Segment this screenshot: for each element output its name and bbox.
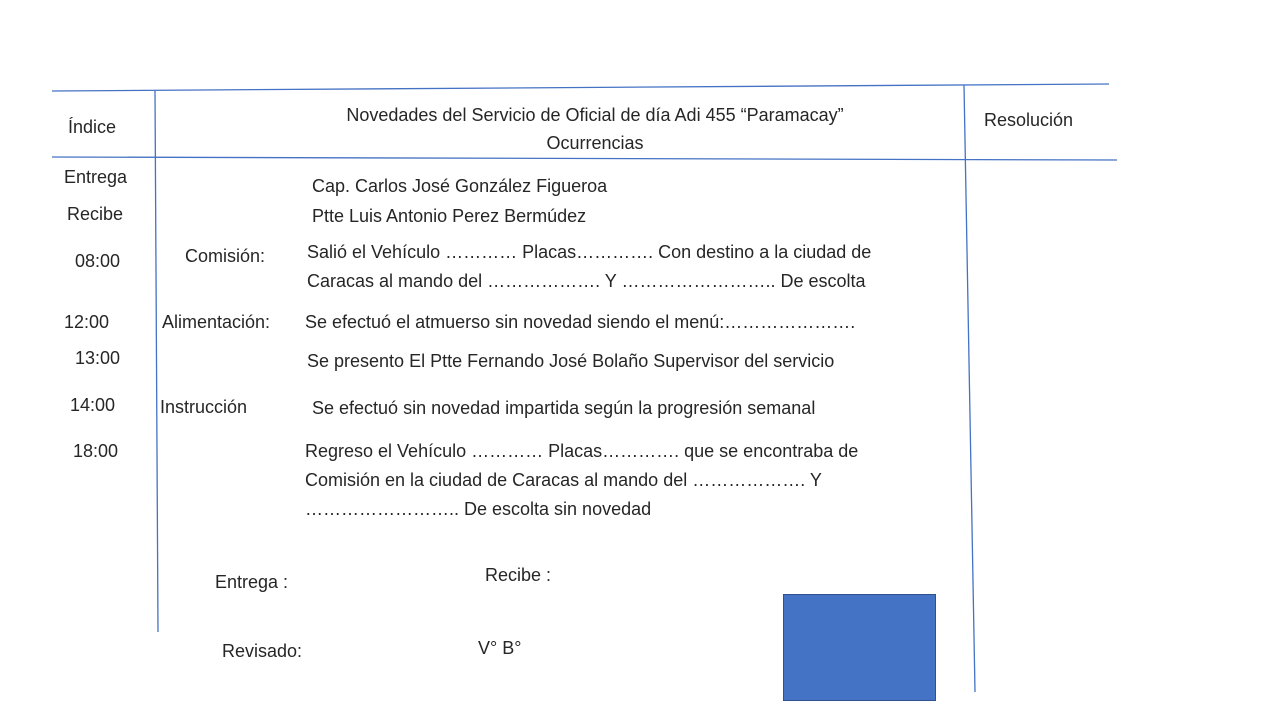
- entry-category: Alimentación:: [162, 312, 271, 332]
- recibe-officer-name: Ptte Luis Antonio Perez Bermúdez: [312, 206, 587, 226]
- entry-text-line: Se presento El Ptte Fernando José Bolaño Supervisor del servicio: [307, 351, 835, 371]
- entry-text-line: Comisión en la ciudad de Caracas al mando del ………………. Y: [305, 470, 822, 490]
- page-title: Novedades del Servicio de Oficial de día Adi 455 “Paramacay”: [346, 105, 844, 125]
- footer-visto-bueno-label: V° B°: [478, 638, 522, 658]
- resolucion-heading: Resolución: [984, 110, 1074, 130]
- left-column-rule: [155, 91, 158, 632]
- entry-time: 14:00: [70, 395, 116, 415]
- page-subtitle: Ocurrencias: [546, 133, 644, 153]
- entry-category: Instrucción: [160, 397, 248, 417]
- entry-text-line: Se efectuó sin novedad impartida según la progresión semanal: [312, 398, 816, 418]
- right-column-rule: [964, 85, 975, 692]
- entry-text-line: Caracas al mando del ………………. Y …………………….. De escolta: [307, 271, 866, 291]
- top-rule: [52, 84, 1109, 91]
- entrega-label: Entrega: [64, 167, 128, 187]
- footer-revisado-label: Revisado:: [222, 641, 303, 661]
- entry-text-line: …………………….. De escolta sin novedad: [305, 499, 652, 519]
- entry-time: 12:00: [64, 312, 110, 332]
- footer-recibe-label: Recibe :: [485, 565, 552, 585]
- entry-time: 13:00: [75, 348, 121, 368]
- entry-time: 08:00: [75, 251, 121, 271]
- header-rule: [52, 157, 1117, 160]
- entry-time: 18:00: [73, 441, 119, 461]
- entry-text-line: Salió el Vehículo ………… Placas…………. Con destino a la ciudad de: [307, 242, 872, 262]
- entry-text-line: Regreso el Vehículo ………… Placas…………. que se encontraba de: [305, 441, 859, 461]
- entrega-officer-name: Cap. Carlos José González Figueroa: [312, 176, 608, 196]
- stamp-box: [783, 594, 936, 701]
- entry-category: Comisión:: [185, 246, 266, 266]
- indice-heading: Índice: [68, 117, 117, 137]
- footer-entrega-label: Entrega :: [215, 572, 289, 592]
- entry-text-line: Se efectuó el atmuerso sin novedad siendo el menú:………………….: [305, 312, 856, 332]
- recibe-label: Recibe: [67, 204, 124, 224]
